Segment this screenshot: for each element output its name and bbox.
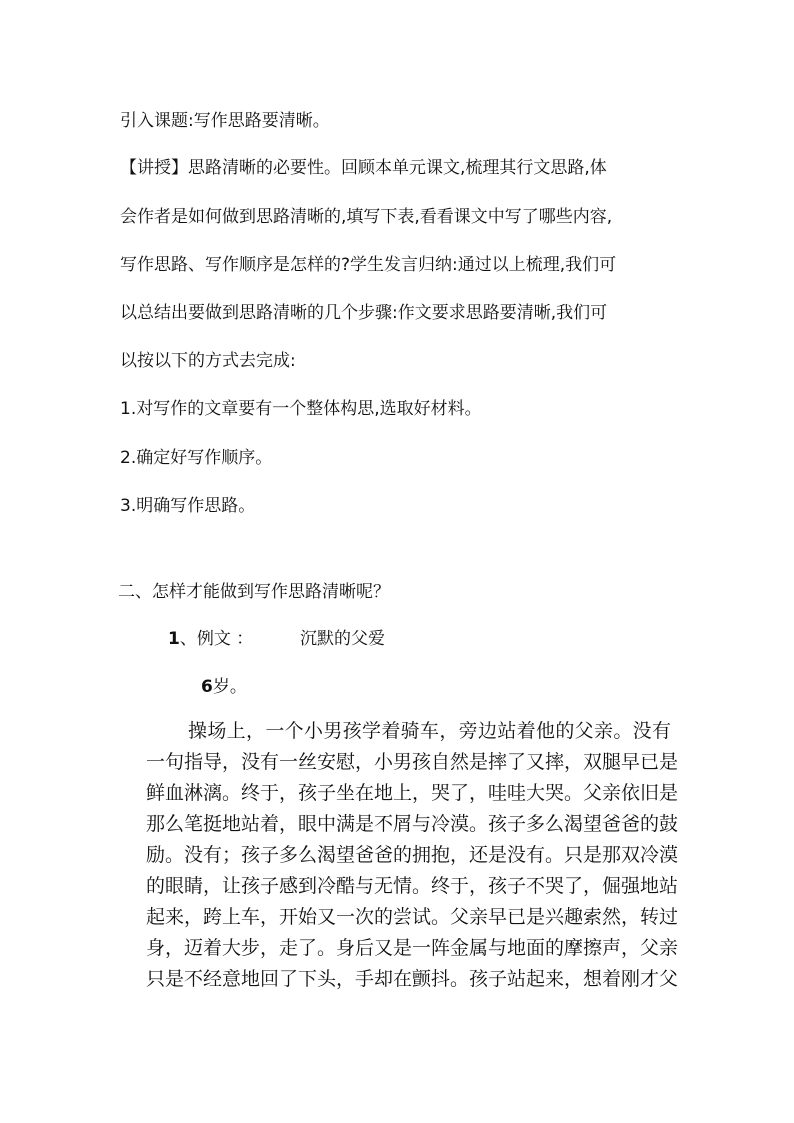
intro-title: 引入课题:写作思路要清晰。 (120, 111, 330, 131)
age-number: 6 (201, 677, 213, 697)
story-line: 起来，跨上车，开始又一次的尝试。父亲早已是兴趣索然，转过 (146, 906, 679, 928)
example-heading (168, 628, 385, 650)
story-line: 鲜血淋漓。终于，孩子坐在地上，哭了，哇哇大哭。父亲依旧是 (146, 782, 679, 804)
example-label: 、例文 ： (179, 629, 254, 649)
age-line (201, 676, 247, 698)
story-line: 操场上，一个小男孩学着骑车，旁边站着他的父亲。没有 (188, 720, 671, 742)
step-item: 3.明确写作思路。 (120, 496, 256, 516)
lecture-paragraph-line: 【讲授】思路清晰的必要性。回顾本单元课文,梳理其行文思路,体 (120, 158, 607, 178)
section-heading: 二、怎样才能做到写作思路清晰呢？ (118, 582, 390, 602)
lecture-paragraph-line: 会作者是如何做到思路清晰的,填写下表,看看课文中写了哪些内容, (120, 207, 613, 227)
story-paragraph (146, 716, 679, 995)
story-line: 励。没有；孩子多么渴望爸爸的拥抱，还是没有。只是那双冷漠 (146, 844, 679, 866)
story-line: 一句指导，没有一丝安慰，小男孩自然是摔了又摔，双腿早已是 (146, 751, 679, 773)
lecture-paragraph-line: 以按以下的方式去完成: (120, 351, 296, 371)
story-line: 只是不经意地回了下头，手却在颤抖。孩子站起来，想着刚才父 (146, 968, 679, 990)
story-line: 身，迈着大步，走了。身后又是一阵金属与地面的摩擦声，父亲 (146, 937, 679, 959)
example-title: 沉默的父爱 (300, 629, 385, 649)
story-line: 那么笔挺地站着，眼中满是不屑与冷漠。孩子多么渴望爸爸的鼓 (146, 813, 679, 835)
step-item: 2.确定好写作顺序。 (120, 448, 273, 468)
story-line: 的眼睛，让孩子感到冷酷与无情。终于，孩子不哭了，倔强地站 (146, 875, 679, 897)
lecture-paragraph-line: 以总结出要做到思路清晰的几个步骤:作文要求思路要清晰,我们可 (120, 303, 608, 323)
example-number: 1 (168, 629, 180, 649)
age-text: 岁。 (212, 677, 247, 697)
lecture-paragraph-line: 写作思路、写作顺序是怎样的?学生发言归纳:通过以上梳理,我们可 (120, 255, 617, 275)
step-item: 1.对写作的文章要有一个整体构思,选取好材料。 (120, 399, 482, 419)
